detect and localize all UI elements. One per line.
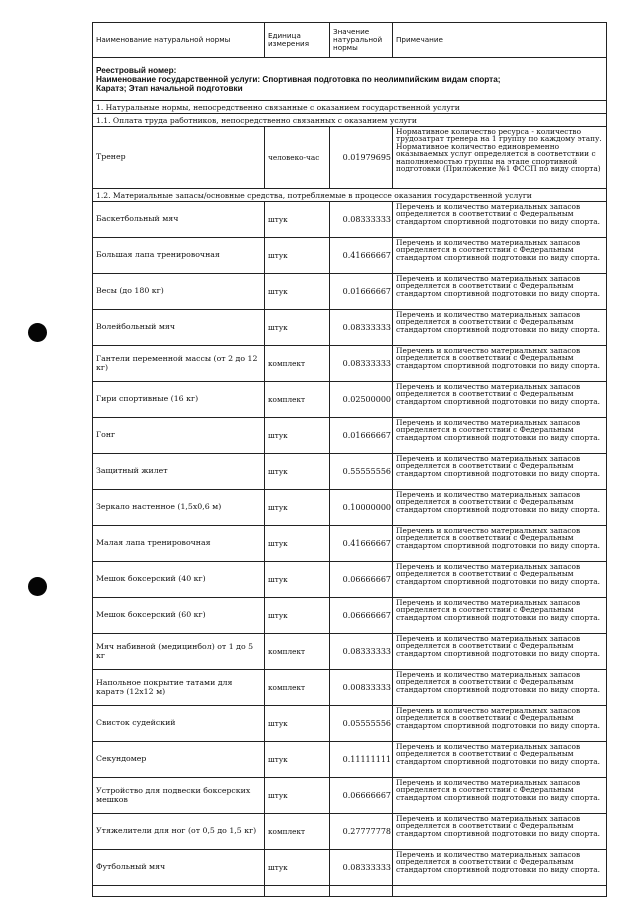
row-unit: штук bbox=[265, 418, 330, 454]
row-unit: штук bbox=[265, 742, 330, 778]
section-row bbox=[93, 101, 607, 114]
empty-cell bbox=[265, 886, 330, 897]
table-row bbox=[93, 778, 607, 814]
row-value: 0.08333333 bbox=[330, 850, 393, 886]
row-name: Гири спортивные (16 кг) bbox=[93, 382, 265, 418]
row-name: Малая лапа тренировочная bbox=[93, 526, 265, 562]
table-row bbox=[93, 346, 607, 382]
table-row bbox=[93, 634, 607, 670]
row-note: Перечень и количество материальных запасов определяется в соответствии с Федеральным стандартом спортивной подготовки по виду спорта. bbox=[393, 490, 607, 526]
row-unit: комплект bbox=[265, 814, 330, 850]
registry-number: Реестровый номер: bbox=[96, 65, 177, 75]
section-1-2-title: 1.2. Материальные запасы/основные средства, потребляемые в процессе оказания государственной услуги bbox=[93, 189, 607, 202]
row-value: 0.08333333 bbox=[330, 346, 393, 382]
row-value: 0.41666667 bbox=[330, 526, 393, 562]
table-row bbox=[93, 490, 607, 526]
page-cut-row bbox=[93, 886, 607, 897]
row-name: Напольное покрытие татами для каратэ (12х12 м) bbox=[93, 670, 265, 706]
row-unit: штук bbox=[265, 598, 330, 634]
row-name: Мешок боксерский (60 кг) bbox=[93, 598, 265, 634]
registry-cell bbox=[93, 58, 607, 101]
row-unit: человеко-час bbox=[265, 127, 330, 189]
row-value: 0.27777778 bbox=[330, 814, 393, 850]
row-value: 0.01666667 bbox=[330, 418, 393, 454]
header-name: Наименование натуральной нормы bbox=[93, 23, 265, 58]
empty-cell bbox=[93, 886, 265, 897]
registry-row bbox=[93, 58, 607, 101]
row-note: Перечень и количество материальных запасов определяется в соответствии с Федеральным стандартом спортивной подготовки по виду спорта. bbox=[393, 454, 607, 490]
row-note: Перечень и количество материальных запасов определяется в соответствии с Федеральным стандартом спортивной подготовки по виду спорта. bbox=[393, 310, 607, 346]
row-unit: штук bbox=[265, 526, 330, 562]
row-note: Перечень и количество материальных запасов определяется в соответствии с Федеральным стандартом спортивной подготовки по виду спорта. bbox=[393, 238, 607, 274]
table-row bbox=[93, 202, 607, 238]
service-stage: Каратэ; Этап начальной подготовки bbox=[96, 83, 243, 93]
section-1-title: 1. Натуральные нормы, непосредственно связанные с оказанием государственной услуги bbox=[93, 101, 607, 114]
table-row bbox=[93, 418, 607, 454]
row-name: Защитный жилет bbox=[93, 454, 265, 490]
section-row bbox=[93, 189, 607, 202]
row-name: Мяч набивной (медицинбол) от 1 до 5 кг bbox=[93, 634, 265, 670]
row-note: Перечень и количество материальных запасов определяется в соответствии с Федеральным стандартом спортивной подготовки по виду спорта. bbox=[393, 706, 607, 742]
punch-hole bbox=[28, 323, 47, 342]
row-note: Перечень и количество материальных запасов определяется в соответствии с Федеральным стандартом спортивной подготовки по виду спорта. bbox=[393, 670, 607, 706]
table-row bbox=[93, 814, 607, 850]
row-name: Тренер bbox=[93, 127, 265, 189]
row-unit: комплект bbox=[265, 382, 330, 418]
row-unit: штук bbox=[265, 850, 330, 886]
table-row bbox=[93, 382, 607, 418]
table-row bbox=[93, 850, 607, 886]
row-name: Секундомер bbox=[93, 742, 265, 778]
row-note: Перечень и количество материальных запасов определяется в соответствии с Федеральным стандартом спортивной подготовки по виду спорта. bbox=[393, 634, 607, 670]
row-name: Мешок боксерский (40 кг) bbox=[93, 562, 265, 598]
empty-cell bbox=[330, 886, 393, 897]
row-value: 0.01979695 bbox=[330, 127, 393, 189]
table-row bbox=[93, 238, 607, 274]
row-value: 0.05555556 bbox=[330, 706, 393, 742]
table-row bbox=[93, 274, 607, 310]
row-name: Баскетбольный мяч bbox=[93, 202, 265, 238]
header-value: Значение натуральной нормы bbox=[330, 23, 393, 58]
header-unit: Единица измерения bbox=[265, 23, 330, 58]
row-note: Перечень и количество материальных запасов определяется в соответствии с Федеральным стандартом спортивной подготовки по виду спорта. bbox=[393, 598, 607, 634]
row-note: Перечень и количество материальных запасов определяется в соответствии с Федеральным стандартом спортивной подготовки по виду спорта. bbox=[393, 742, 607, 778]
row-unit: штук bbox=[265, 706, 330, 742]
norms-table bbox=[92, 22, 607, 897]
row-name: Утяжелители для ног (от 0,5 до 1,5 кг) bbox=[93, 814, 265, 850]
row-name: Гонг bbox=[93, 418, 265, 454]
row-unit: штук bbox=[265, 490, 330, 526]
row-note: Перечень и количество материальных запасов определяется в соответствии с Федеральным стандартом спортивной подготовки по виду спорта. bbox=[393, 346, 607, 382]
section-1-1-title: 1.1. Оплата труда работников, непосредственно связанных с оказанием услуги bbox=[93, 114, 607, 127]
row-value: 0.06666667 bbox=[330, 778, 393, 814]
row-value: 0.00833333 bbox=[330, 670, 393, 706]
table-row bbox=[93, 598, 607, 634]
row-note: Перечень и количество материальных запасов определяется в соответствии с Федеральным стандартом спортивной подготовки по виду спорта. bbox=[393, 418, 607, 454]
row-value: 0.01666667 bbox=[330, 274, 393, 310]
table-row bbox=[93, 706, 607, 742]
empty-cell bbox=[393, 886, 607, 897]
table-row bbox=[93, 454, 607, 490]
row-note: Перечень и количество материальных запасов определяется в соответствии с Федеральным стандартом спортивной подготовки по виду спорта. bbox=[393, 814, 607, 850]
table-row bbox=[93, 670, 607, 706]
service-name: Наименование государственной услуги: Спортивная подготовка по неолимпийским видам спорта; bbox=[96, 74, 501, 84]
row-name: Устройство для подвески боксерских мешков bbox=[93, 778, 265, 814]
row-unit: комплект bbox=[265, 634, 330, 670]
row-note: Перечень и количество материальных запасов определяется в соответствии с Федеральным стандартом спортивной подготовки по виду спорта. bbox=[393, 562, 607, 598]
row-unit: комплект bbox=[265, 670, 330, 706]
row-unit: штук bbox=[265, 238, 330, 274]
table-row bbox=[93, 562, 607, 598]
row-name: Весы (до 180 кг) bbox=[93, 274, 265, 310]
row-name: Зеркало настенное (1,5х0,6 м) bbox=[93, 490, 265, 526]
row-note: Перечень и количество материальных запасов определяется в соответствии с Федеральным стандартом спортивной подготовки по виду спорта. bbox=[393, 274, 607, 310]
row-value: 0.06666667 bbox=[330, 562, 393, 598]
row-note: Перечень и количество материальных запасов определяется в соответствии с Федеральным стандартом спортивной подготовки по виду спорта. bbox=[393, 382, 607, 418]
section-row bbox=[93, 114, 607, 127]
row-name: Футбольный мяч bbox=[93, 850, 265, 886]
row-value: 0.08333333 bbox=[330, 310, 393, 346]
row-unit: штук bbox=[265, 310, 330, 346]
row-value: 0.11111111 bbox=[330, 742, 393, 778]
row-unit: штук bbox=[265, 562, 330, 598]
row-unit: штук bbox=[265, 202, 330, 238]
row-value: 0.55555556 bbox=[330, 454, 393, 490]
row-name: Волейбольный мяч bbox=[93, 310, 265, 346]
header-note: Примечание bbox=[393, 23, 607, 58]
row-value: 0.08333333 bbox=[330, 634, 393, 670]
row-unit: штук bbox=[265, 454, 330, 490]
row-unit: штук bbox=[265, 274, 330, 310]
row-unit: комплект bbox=[265, 346, 330, 382]
row-value: 0.08333333 bbox=[330, 202, 393, 238]
table-row bbox=[93, 526, 607, 562]
row-note: Перечень и количество материальных запасов определяется в соответствии с Федеральным стандартом спортивной подготовки по виду спорта. bbox=[393, 778, 607, 814]
row-note: Перечень и количество материальных запасов определяется в соответствии с Федеральным стандартом спортивной подготовки по виду спорта. bbox=[393, 526, 607, 562]
table-header-row bbox=[93, 23, 607, 58]
row-name: Свисток судейский bbox=[93, 706, 265, 742]
row-name: Гантели переменной массы (от 2 до 12 кг) bbox=[93, 346, 265, 382]
punch-hole bbox=[28, 577, 47, 596]
row-note: Нормативное количество ресурса - количество трудозатрат тренера на 1 группу по каждому этапу. Нормативное количество единовременно оказываемых услуг определяется в соответствии с наполняемостью группы на этапе спортивной подготовки (Приложение №1 ФССП по виду спорта) bbox=[393, 127, 607, 189]
table-row bbox=[93, 310, 607, 346]
row-note: Перечень и количество материальных запасов определяется в соответствии с Федеральным стандартом спортивной подготовки по виду спорта. bbox=[393, 202, 607, 238]
row-value: 0.41666667 bbox=[330, 238, 393, 274]
row-value: 0.06666667 bbox=[330, 598, 393, 634]
table-row bbox=[93, 127, 607, 189]
table-row bbox=[93, 742, 607, 778]
row-unit: штук bbox=[265, 778, 330, 814]
row-note: Перечень и количество материальных запасов определяется в соответствии с Федеральным стандартом спортивной подготовки по виду спорта. bbox=[393, 850, 607, 886]
row-value: 0.10000000 bbox=[330, 490, 393, 526]
row-name: Большая лапа тренировочная bbox=[93, 238, 265, 274]
row-value: 0.02500000 bbox=[330, 382, 393, 418]
